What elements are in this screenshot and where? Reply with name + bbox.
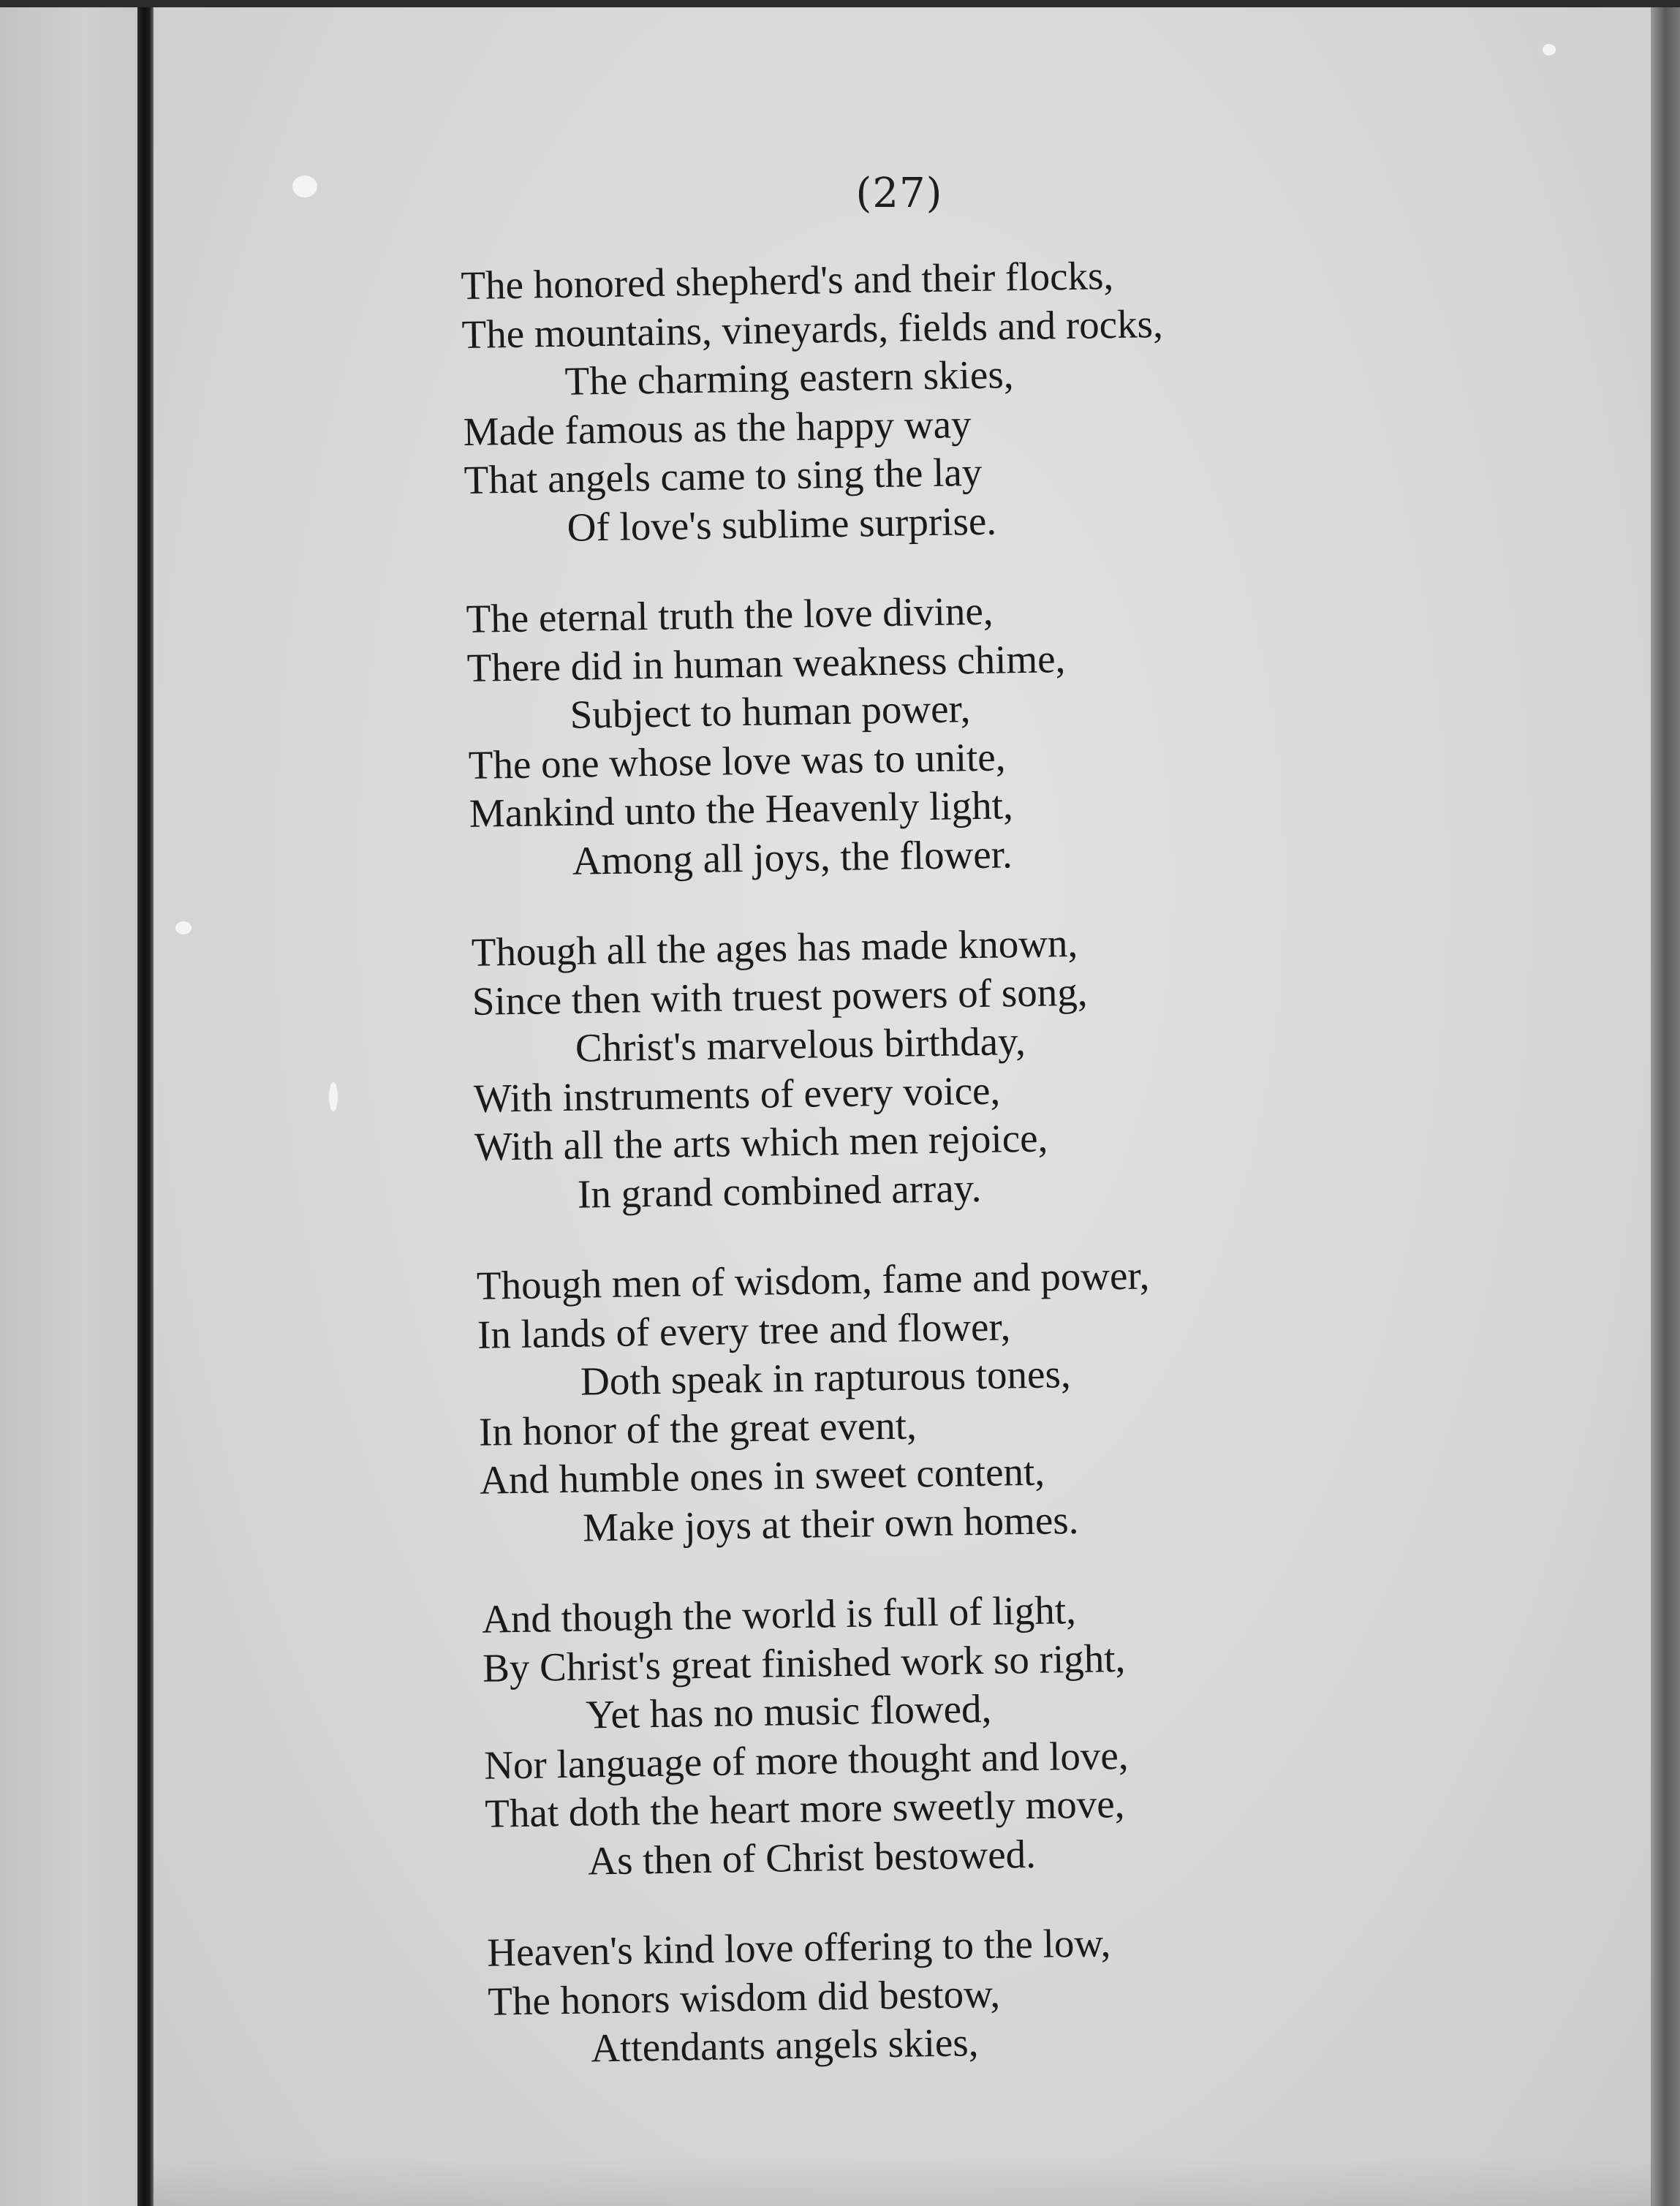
stanza-1	[461, 247, 1415, 554]
poem-line: In lands of every tree and flower,	[477, 1303, 1011, 1357]
poem-line: The charming eastern skies,	[564, 352, 1014, 404]
poem-line: Yet has no music flowed,	[585, 1685, 992, 1737]
poem-line: With instruments of every voice,	[473, 1068, 1001, 1121]
poem-line: Though men of wisdom, fame and power,	[476, 1253, 1150, 1308]
poem-line: That doth the heart more sweetly move,	[484, 1780, 1125, 1836]
stanza-5	[482, 1580, 1437, 1886]
poem-line: Since then with truest powers of song,	[472, 969, 1088, 1024]
poem-line: The honored shepherd's and their flocks,	[461, 252, 1114, 308]
poem-line: With all the arts which men rejoice,	[474, 1115, 1048, 1169]
paper-speck	[175, 921, 192, 934]
poem-line: Christ's marvelous birthday,	[575, 1018, 1026, 1070]
poem-line: In grand combined array.	[577, 1165, 982, 1217]
poem-line: There did in human weakness chime,	[466, 635, 1066, 690]
poem-line: The honors wisdom did bestow,	[487, 1971, 1001, 2024]
poem-line: As then of Christ bestowed.	[587, 1831, 1037, 1884]
paper-speck	[1543, 44, 1556, 56]
facing-page-margin	[0, 0, 139, 2206]
poem-line: Nor language of more thought and love,	[483, 1732, 1129, 1788]
page-right-edge	[1651, 0, 1680, 2206]
poem-line: The one whose love was to unite,	[468, 733, 1006, 787]
poem-line: Of love's sublime surprise.	[567, 498, 997, 550]
scan-top-border	[0, 0, 1680, 7]
paper-speck	[329, 1082, 338, 1111]
poem-line: The eternal truth the love divine,	[466, 588, 994, 641]
binding-spine-line	[137, 0, 154, 2206]
poem-line: In honor of the great event,	[478, 1402, 917, 1454]
poem-line: Make joys at their own homes.	[582, 1497, 1079, 1550]
poem-line: And though the world is full of light,	[481, 1587, 1077, 1642]
poem-line: Attendants angels skies,	[590, 2020, 979, 2071]
poem-line: Made famous as the happy way	[463, 401, 972, 454]
poem-line: Mankind unto the Heavenly light,	[469, 782, 1014, 836]
poem-body	[461, 247, 1440, 2117]
page-number: (27)	[855, 170, 943, 217]
stanza-3	[471, 913, 1426, 1220]
stanza-2	[466, 581, 1420, 887]
poem-line: Subject to human power,	[570, 686, 971, 737]
poem-line: That angels came to sing the lay	[463, 449, 983, 502]
poem-line: By Christ's great finished work so right,	[482, 1635, 1126, 1691]
stanza-6	[487, 1914, 1439, 2074]
poem-line: Among all joys, the flower.	[572, 831, 1013, 883]
poem-line: And humble ones in sweet content,	[479, 1448, 1045, 1503]
poem-line: Though all the ages has made known,	[471, 920, 1078, 975]
scan-bottom-shadow	[154, 2157, 1652, 2206]
poem-line: Heaven's kind love offering to the low,	[486, 1920, 1111, 1975]
poem-line: Doth speak in rapturous tones,	[580, 1351, 1072, 1404]
poem-line: The mountains, vineyards, fields and rocks,	[461, 301, 1164, 357]
paper-speck	[292, 175, 317, 197]
stanza-4	[476, 1247, 1431, 1553]
